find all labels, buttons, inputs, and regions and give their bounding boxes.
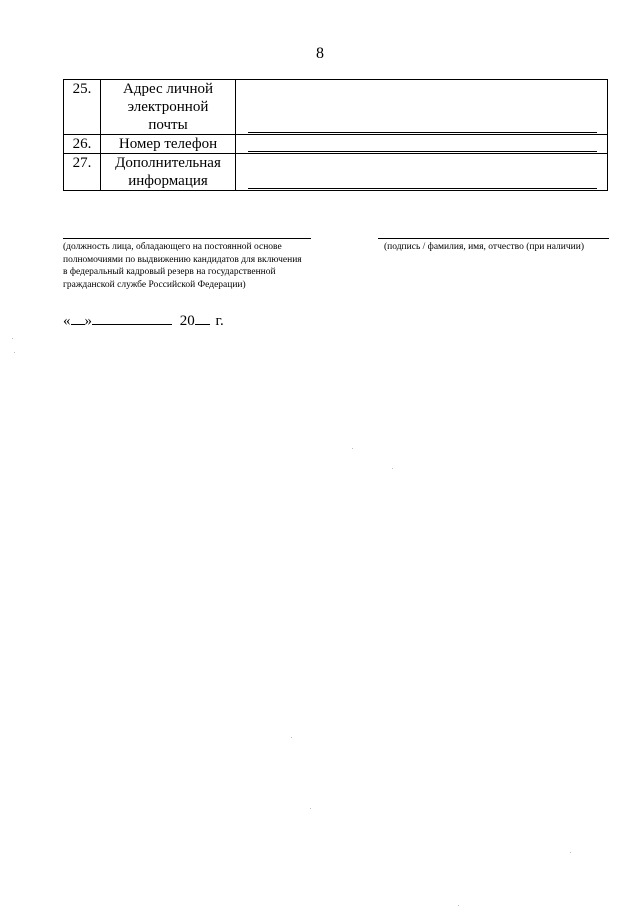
scan-speck [392, 468, 393, 469]
field-underline [248, 132, 597, 133]
table-row [64, 154, 608, 191]
row-label-line: электронной [127, 99, 209, 115]
row-label-line: Дополнительная [115, 155, 221, 171]
row-number: 25. [64, 80, 101, 135]
scan-speck [291, 737, 292, 738]
month-blank[interactable] [92, 310, 172, 325]
form-table [63, 79, 608, 191]
row-label [101, 80, 236, 135]
scan-speck [458, 905, 459, 906]
date-line [63, 310, 224, 330]
table-row [64, 80, 608, 135]
table-row [64, 135, 608, 154]
date-open-quote: « [63, 313, 71, 329]
scan-speck [310, 808, 311, 809]
page-number: 8 [316, 45, 324, 62]
year-blank[interactable] [195, 310, 210, 325]
row-number: 27. [64, 154, 101, 191]
signature-caption: (подпись / фамилия, имя, отчество (при наличии) [384, 242, 584, 252]
day-blank[interactable] [71, 310, 85, 325]
phone-field[interactable] [236, 135, 608, 154]
date-close-quote: » [84, 313, 92, 329]
field-underline [248, 188, 597, 189]
year-suffix: г. [215, 313, 224, 329]
row-label-line: почты [148, 117, 188, 133]
row-label [101, 135, 236, 154]
row-label [101, 154, 236, 191]
position-caption [63, 241, 302, 291]
row-label-line: информация [128, 173, 208, 189]
additional-info-field[interactable] [236, 154, 608, 191]
row-label-line: Адрес личной [122, 81, 213, 97]
email-field[interactable] [236, 80, 608, 135]
caption-line: (должность лица, обладающего на постоянной основе [63, 242, 282, 252]
year-prefix: 20 [179, 313, 195, 329]
row-label-line: Номер телефон [118, 136, 218, 152]
scan-speck [14, 352, 15, 353]
caption-line: полномочиями по выдвижению кандидатов для включения [63, 254, 302, 265]
row-number: 26. [64, 135, 101, 154]
scan-speck [352, 448, 353, 449]
scan-speck [570, 852, 571, 853]
scan-speck [12, 338, 13, 339]
caption-line: в федеральный кадровый резерв на государственной [63, 267, 276, 277]
field-underline [248, 151, 597, 152]
position-signature-line [63, 238, 311, 239]
caption-line: гражданской службе Российской Федерации) [63, 279, 246, 290]
signature-line [378, 238, 609, 239]
